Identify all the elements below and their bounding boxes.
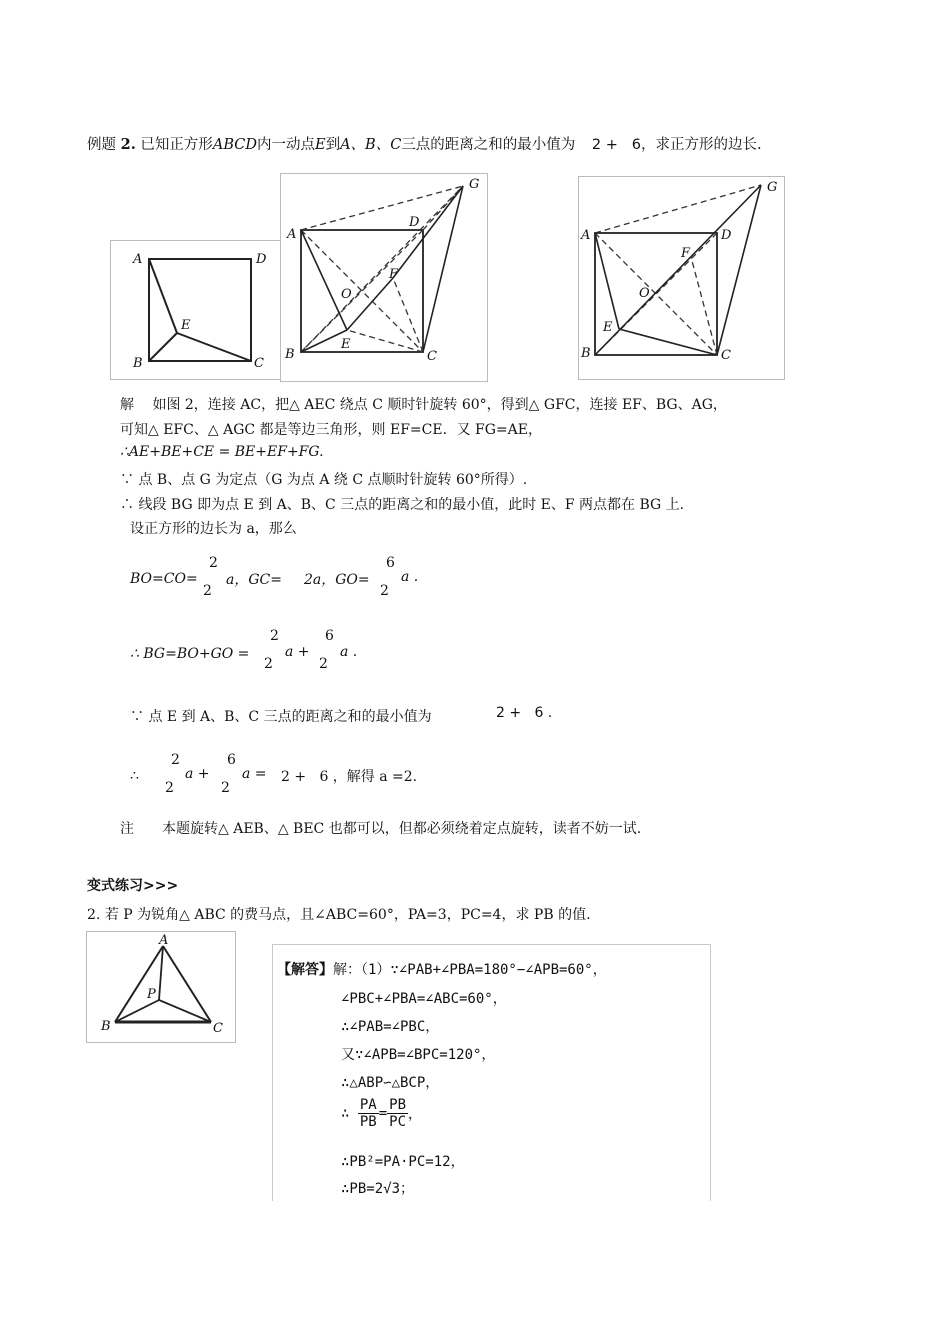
solution-line-2: 可知△ EFC、△ AGC 都是等边三角形，则 EF=CE．又 FG=AE，: [120, 422, 542, 438]
label-g: G: [469, 177, 480, 192]
solution-line-5: ∴ 线段 BG 即为点 E 到 A、B、C 三点的距离之和的最小值，此时 E、F 两点都在 BG 上.: [120, 497, 685, 513]
frac-num: PB: [389, 1097, 407, 1113]
label-c: C: [213, 1021, 223, 1036]
eq1-gc: 2a，GO=: [304, 572, 370, 588]
question-number: 2.: [87, 907, 101, 923]
answer-line-5: ∴△ABP∽△BCP，: [341, 1075, 440, 1091]
label-g: G: [767, 180, 778, 195]
label-b: B: [581, 346, 591, 361]
label-d: D: [409, 215, 420, 230]
therefore-symbol: ∴: [341, 1105, 350, 1122]
example-label: 例题: [87, 137, 116, 153]
eq2-lhs: ∴ BG=BO+GO =: [130, 646, 250, 662]
fraction-pb-pc: [387, 1097, 408, 1130]
eq3-mid: a +: [185, 766, 210, 782]
figure-minimum-path: [578, 176, 785, 380]
figure-rotation-construction: [280, 173, 488, 382]
eq3-frac-den: 2: [165, 780, 174, 796]
solution-line-4: ∵ 点 B、点 G 为定点（G 为点 A 绕 C 点顺时针旋转 60°所得）.: [120, 472, 528, 488]
statement-text: ，求正方形的边长.: [640, 137, 762, 153]
answer-line-1: [277, 959, 607, 979]
comma: ，: [408, 1106, 423, 1123]
eq3-frac-num: 2: [171, 752, 180, 768]
example-statement: [87, 133, 762, 154]
label-b: B: [101, 1019, 111, 1034]
solution-line-9: ∵ 点 E 到 A、B、C 三点的距离之和的最小值为: [130, 709, 432, 725]
label-d: D: [256, 252, 267, 267]
question-text: 若 P 为锐角△ ABC 的费马点，且∠ABC=60°，PA=3，PC=4，求 PB 的值.: [104, 907, 591, 923]
label-o: O: [341, 287, 352, 302]
label-a: A: [287, 227, 297, 242]
eq1-frac-num: 2: [209, 555, 218, 571]
solution-line-3: ∴AE+BE+CE = BE+EF+FG.: [120, 444, 324, 460]
statement-var: A、B、C: [340, 137, 402, 153]
eq2-frac-num: 2: [270, 628, 279, 644]
eq2-frac2-num: 6: [325, 628, 334, 644]
answer-text: 解：（1）∵∠PAB+∠PBA=180°−∠APB=60°，: [333, 962, 607, 978]
label-e: E: [603, 320, 613, 335]
label-b: B: [285, 347, 295, 362]
label-c: C: [254, 356, 264, 371]
answer-line-6: [341, 1097, 422, 1130]
label-f: F: [681, 246, 691, 261]
note-line: 注 本题旋转△ AEB、△ BEC 也都可以，但都必须绕着定点旋转，读者不妨一试.: [120, 821, 642, 837]
answer-line-3: ∴∠PAB=∠PBC，: [341, 1019, 440, 1035]
eq3-end: 2 + 6 ，解得 a =2.: [281, 769, 418, 785]
answer-line-7: ∴PB²=PA·PC=12，: [341, 1154, 465, 1170]
label-a: A: [581, 228, 591, 243]
statement-var: E: [314, 137, 326, 153]
eq2-frac-den: 2: [264, 656, 273, 672]
label-f: F: [389, 267, 399, 282]
eq2-mid: a +: [285, 644, 310, 660]
eq1-mid: a，GC=: [226, 572, 282, 588]
frac-den: PB: [359, 1114, 377, 1130]
answer-line-2: ∠PBC+∠PBA=∠ABC=60°，: [341, 991, 507, 1007]
equals: =: [378, 1105, 388, 1122]
figure-square-point-e: [110, 240, 282, 380]
min-value: 2 + 6: [591, 137, 641, 153]
eq1-frac2-den: 2: [380, 583, 389, 599]
practice-question: [87, 904, 591, 924]
solution-line-1: 解 如图 2，连接 AC，把△ AEC 绕点 C 顺时针旋转 60°，得到△ GFC，连接 EF、BG、AG，: [120, 397, 727, 413]
answer-line-4: 又∵∠APB=∠BPC=120°，: [341, 1047, 496, 1063]
answer-tag: 【解答】: [277, 962, 333, 978]
practice-heading: 变式练习>>>: [87, 878, 179, 894]
answer-line-8: ∴PB=2√3；: [341, 1181, 415, 1197]
label-a: A: [133, 252, 143, 267]
solution-line-9-value: 2 + 6 .: [496, 705, 553, 721]
frac-den: PC: [389, 1114, 407, 1130]
eq1-frac-den: 2: [203, 583, 212, 599]
label-b: B: [133, 356, 143, 371]
label-d: D: [721, 228, 732, 243]
label-e: E: [181, 318, 191, 333]
eq1-frac2-num: 6: [386, 555, 395, 571]
statement-text: 三点的距离之和的最小值为: [401, 137, 576, 153]
eq3-eq: a =: [242, 766, 267, 782]
solution-line-6: 设正方形的边长为 a，那么: [130, 521, 297, 537]
label-c: C: [427, 349, 437, 364]
eq3-frac2-num: 6: [227, 752, 236, 768]
label-e: E: [341, 337, 351, 352]
eq2-frac2-den: 2: [319, 656, 328, 672]
eq3-frac2-den: 2: [221, 780, 230, 796]
label-o: O: [639, 286, 650, 301]
example-number: 2.: [120, 136, 136, 153]
frac-num: PA: [359, 1097, 377, 1113]
eq2-end: a .: [340, 644, 358, 660]
answer-box: [272, 944, 711, 1201]
fraction-pa-pb: [358, 1097, 379, 1130]
statement-text: 到: [325, 137, 341, 153]
label-p: P: [147, 987, 156, 1002]
label-a: A: [159, 933, 169, 948]
eq1-lhs: BO=CO=: [130, 571, 198, 587]
eq1-end: a .: [401, 569, 419, 585]
figure-fermat-triangle: [86, 931, 236, 1043]
statement-var: ABCD: [212, 137, 257, 153]
statement-text: 内一动点: [256, 137, 315, 153]
label-c: C: [721, 348, 731, 363]
statement-text: 已知正方形: [140, 137, 213, 153]
eq3-therefore: ∴: [130, 768, 139, 784]
